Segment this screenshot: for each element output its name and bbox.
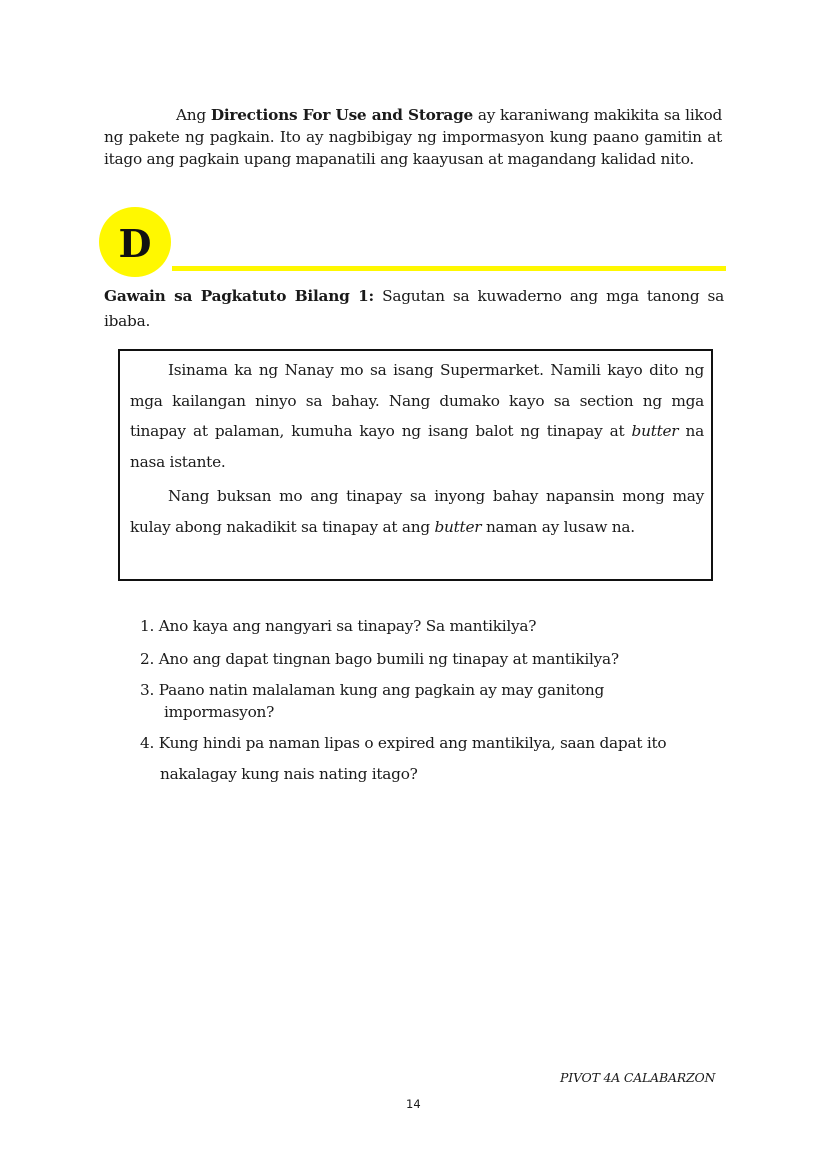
- scenario-italic-term: butter: [434, 517, 482, 536]
- question-text: Ano ang dapat tingnan bago bumili ng tinapay at mantikilya?: [158, 650, 619, 668]
- intro-paragraph: [104, 104, 722, 170]
- task-instruction: [104, 284, 724, 334]
- page-number: 14: [406, 1097, 421, 1111]
- question-item: [140, 648, 619, 670]
- question-text: Kung hindi pa naman lipas o expired ang mantikilya, saan dapat ito: [158, 734, 667, 752]
- scenario-text: naman ay lusaw na.: [485, 517, 635, 536]
- scenario-text: na nasa istante.: [130, 422, 704, 471]
- question-number: 2.: [140, 650, 155, 668]
- question-item: [140, 679, 604, 723]
- question-item: [140, 615, 536, 637]
- section-letter: D: [118, 221, 152, 266]
- intro-lead: Ang: [176, 106, 206, 124]
- question-text-continued: impormasyon?: [164, 703, 275, 721]
- scenario-box: [118, 349, 713, 581]
- question-text: Ano kaya ang nangyari sa tinapay? Sa mantikilya?: [158, 617, 537, 635]
- scenario-text: Isinama ka ng Nanay mo sa isang Supermarket. Namili kayo dito ng mga kailangan ninyo sa bahay. Nang dumako kayo sa section ng mga tinapay at palaman, kumuha kayo ng isang balot ng tinapay at: [130, 361, 704, 440]
- scenario-paragraph-2: [130, 481, 704, 542]
- scenario-italic-term: butter: [631, 422, 679, 440]
- scenario-text: Nang buksan mo ang tinapay sa inyong bahay napansin mong may kulay abong nakadikit sa tinapay at ang: [130, 487, 704, 536]
- section-divider-line: [172, 266, 726, 271]
- question-text: Paano natin malalaman kung ang pagkain ay may ganitong: [158, 681, 605, 699]
- footer-source: PIVOT 4A CALABARZON: [560, 1070, 716, 1085]
- question-number: 4.: [140, 734, 155, 752]
- intro-rest: ay karaniwang makikita sa likod ng pakete ng pagkain. Ito ay nagbibigay ng impormasyon kung paano gamitin at itago ang pagkain upang mapanatili ang kaayusan at magandang kalidad nito.: [104, 106, 722, 168]
- task-text: Sagutan sa kuwaderno ang mga tanong sa ibaba.: [104, 287, 724, 330]
- question-number: 3.: [140, 681, 155, 699]
- task-title: Gawain sa Pagkatuto Bilang 1:: [104, 287, 374, 305]
- scenario-paragraph-1: [130, 355, 704, 477]
- question-text-continued: nakalagay kung nais nating itago?: [160, 765, 418, 783]
- question-number: 1.: [140, 617, 155, 635]
- intro-bold-term: Directions For Use and Storage: [210, 106, 474, 124]
- question-item: [140, 732, 666, 785]
